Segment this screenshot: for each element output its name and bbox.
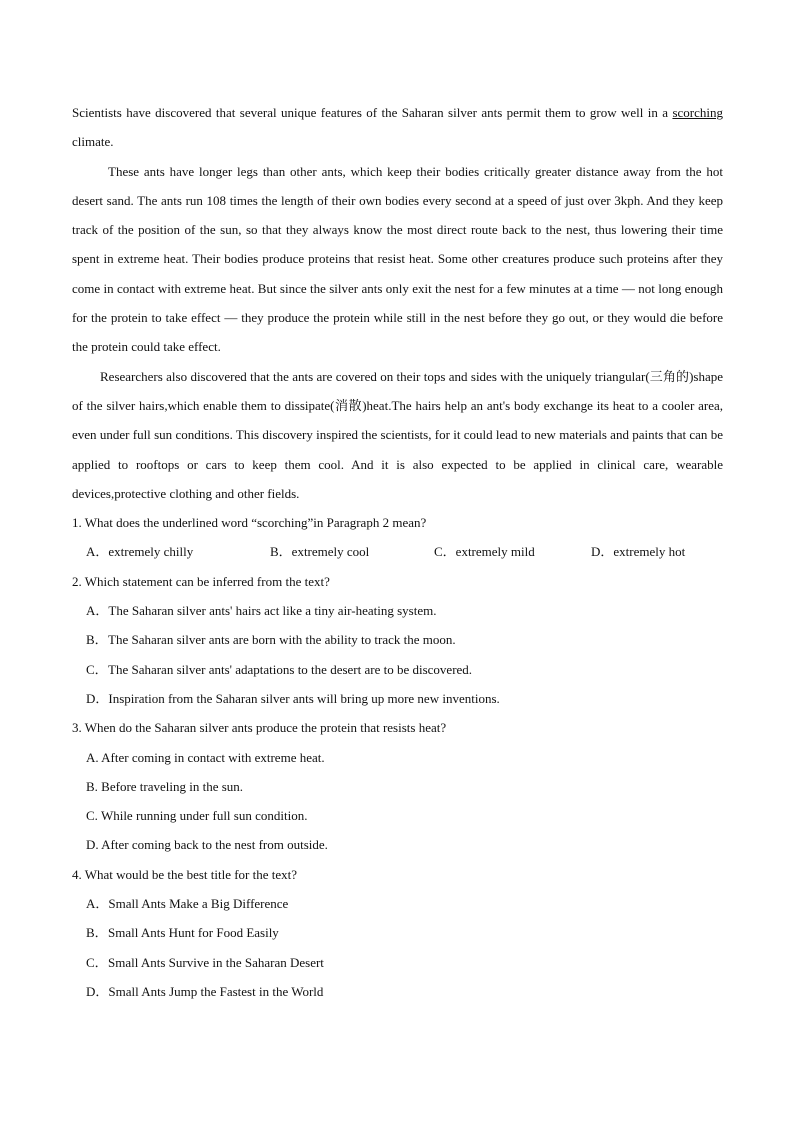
option-text: extremely mild [455,544,535,560]
option-d[interactable] [591,537,685,566]
option-c[interactable] [434,537,591,566]
paragraph-1 [72,98,723,157]
option-letter: D． [591,544,614,560]
paragraph-3: Researchers also discovered that the ants are covered on their tops and sides with the uniquely triangular(三角的)shape of the silver hairs,which enable them to dissipate(消散)heat.The hairs help an ant's body exchange its heat to a cooler area, even under full sun conditions. This discovery inspired the scientists, for it could lead to new materials and paints that can be applied to rooftops or cars to keep them cool. And it is also expected to be applied in clinical care, wearable devices,protective clothing and other fields. [72,368,723,501]
question-stem: 3. When do the Saharan silver ants produce the protein that resists heat? [72,720,447,736]
question-stem: 2. Which statement can be inferred from the text? [72,573,330,589]
option-letter: D. [86,837,102,853]
option-text: extremely chilly [108,544,194,560]
option-letter: B． [86,632,108,648]
paragraph-1-text-start: Scientists have discovered that several unique features of the Saharan silver ants permit them to grow well in a [72,105,673,120]
question-2 [72,567,723,713]
option-text: After coming back to the nest from outside. [101,837,328,853]
option-a[interactable] [86,537,270,566]
question-4 [72,860,723,1006]
option-text: While running under full sun condition. [100,808,308,824]
option-letter: D． [86,983,109,999]
option-letter: C. [86,808,101,824]
option-letter: C． [86,661,108,677]
option-text: Small Ants Hunt for Food Easily [108,925,279,941]
option-text: extremely cool [291,544,370,560]
option-letter: D． [86,690,109,706]
option-a[interactable] [86,889,723,918]
option-letter: B. [86,778,102,794]
option-text: The Saharan silver ants' hairs act like a tiny air-heating system. [108,603,437,619]
option-text: Small Ants Jump the Fastest in the World [108,983,324,999]
question-stem: 1. What does the underlined word “scorching”in Paragraph 2 mean? [72,515,427,531]
option-d[interactable] [86,830,723,859]
option-letter: B． [86,925,108,941]
option-b[interactable] [86,772,723,801]
question-stem: 4. What would be the best title for the text? [72,866,298,882]
option-letter: C． [434,544,456,560]
option-text: After coming in contact with extreme heat. [101,749,325,765]
option-text: extremely hot [613,544,686,560]
option-c[interactable] [86,655,723,684]
option-d[interactable] [86,977,723,1006]
document-content [72,98,723,1006]
underlined-word-scorching: scorching [672,105,723,120]
option-letter: C． [86,954,108,970]
option-letter: A. [86,749,102,765]
option-a[interactable] [86,596,723,625]
option-text: The Saharan silver ants' adaptations to the desert are to be discovered. [108,661,473,677]
option-text: The Saharan silver ants are born with the ability to track the moon. [108,632,456,648]
paragraph-2: These ants have longer legs than other ants, which keep their bodies critically greater distance away from the hot desert sand. The ants run 108 times the length of their own bodies every second at a speed of just over 3kph. And they keep track of the position of the sun, so that they always know the most direct route back to the nest, thus lowering their time spent in extreme heat. Their bodies produce proteins that resist heat. Some other creatures produce such proteins after they come in contact with extreme heat. But since the silver ants only exit the nest for a few minutes at a time — not long enough for the protein to take effect — they produce the protein while still in the nest before they go out, or they would die before the protein could take effect. [72,163,723,355]
question-1-options [86,537,723,566]
option-c[interactable] [86,801,723,830]
option-letter: B． [270,544,292,560]
option-a[interactable] [86,743,723,772]
paragraph-1-text-end: climate. [72,134,114,150]
option-d[interactable] [86,684,723,713]
question-3 [72,713,723,859]
option-b[interactable] [86,625,723,654]
option-b[interactable] [86,918,723,947]
option-text: Inspiration from the Saharan silver ants will bring up more new inventions. [108,690,500,706]
option-text: Small Ants Survive in the Saharan Desert [108,954,324,970]
question-1 [72,508,723,567]
option-text: Before traveling in the sun. [101,778,244,794]
option-letter: A． [86,544,109,560]
option-letter: A． [86,896,109,912]
option-text: Small Ants Make a Big Difference [108,896,289,912]
option-b[interactable] [270,537,434,566]
option-letter: A． [86,603,109,619]
option-c[interactable] [86,948,723,977]
